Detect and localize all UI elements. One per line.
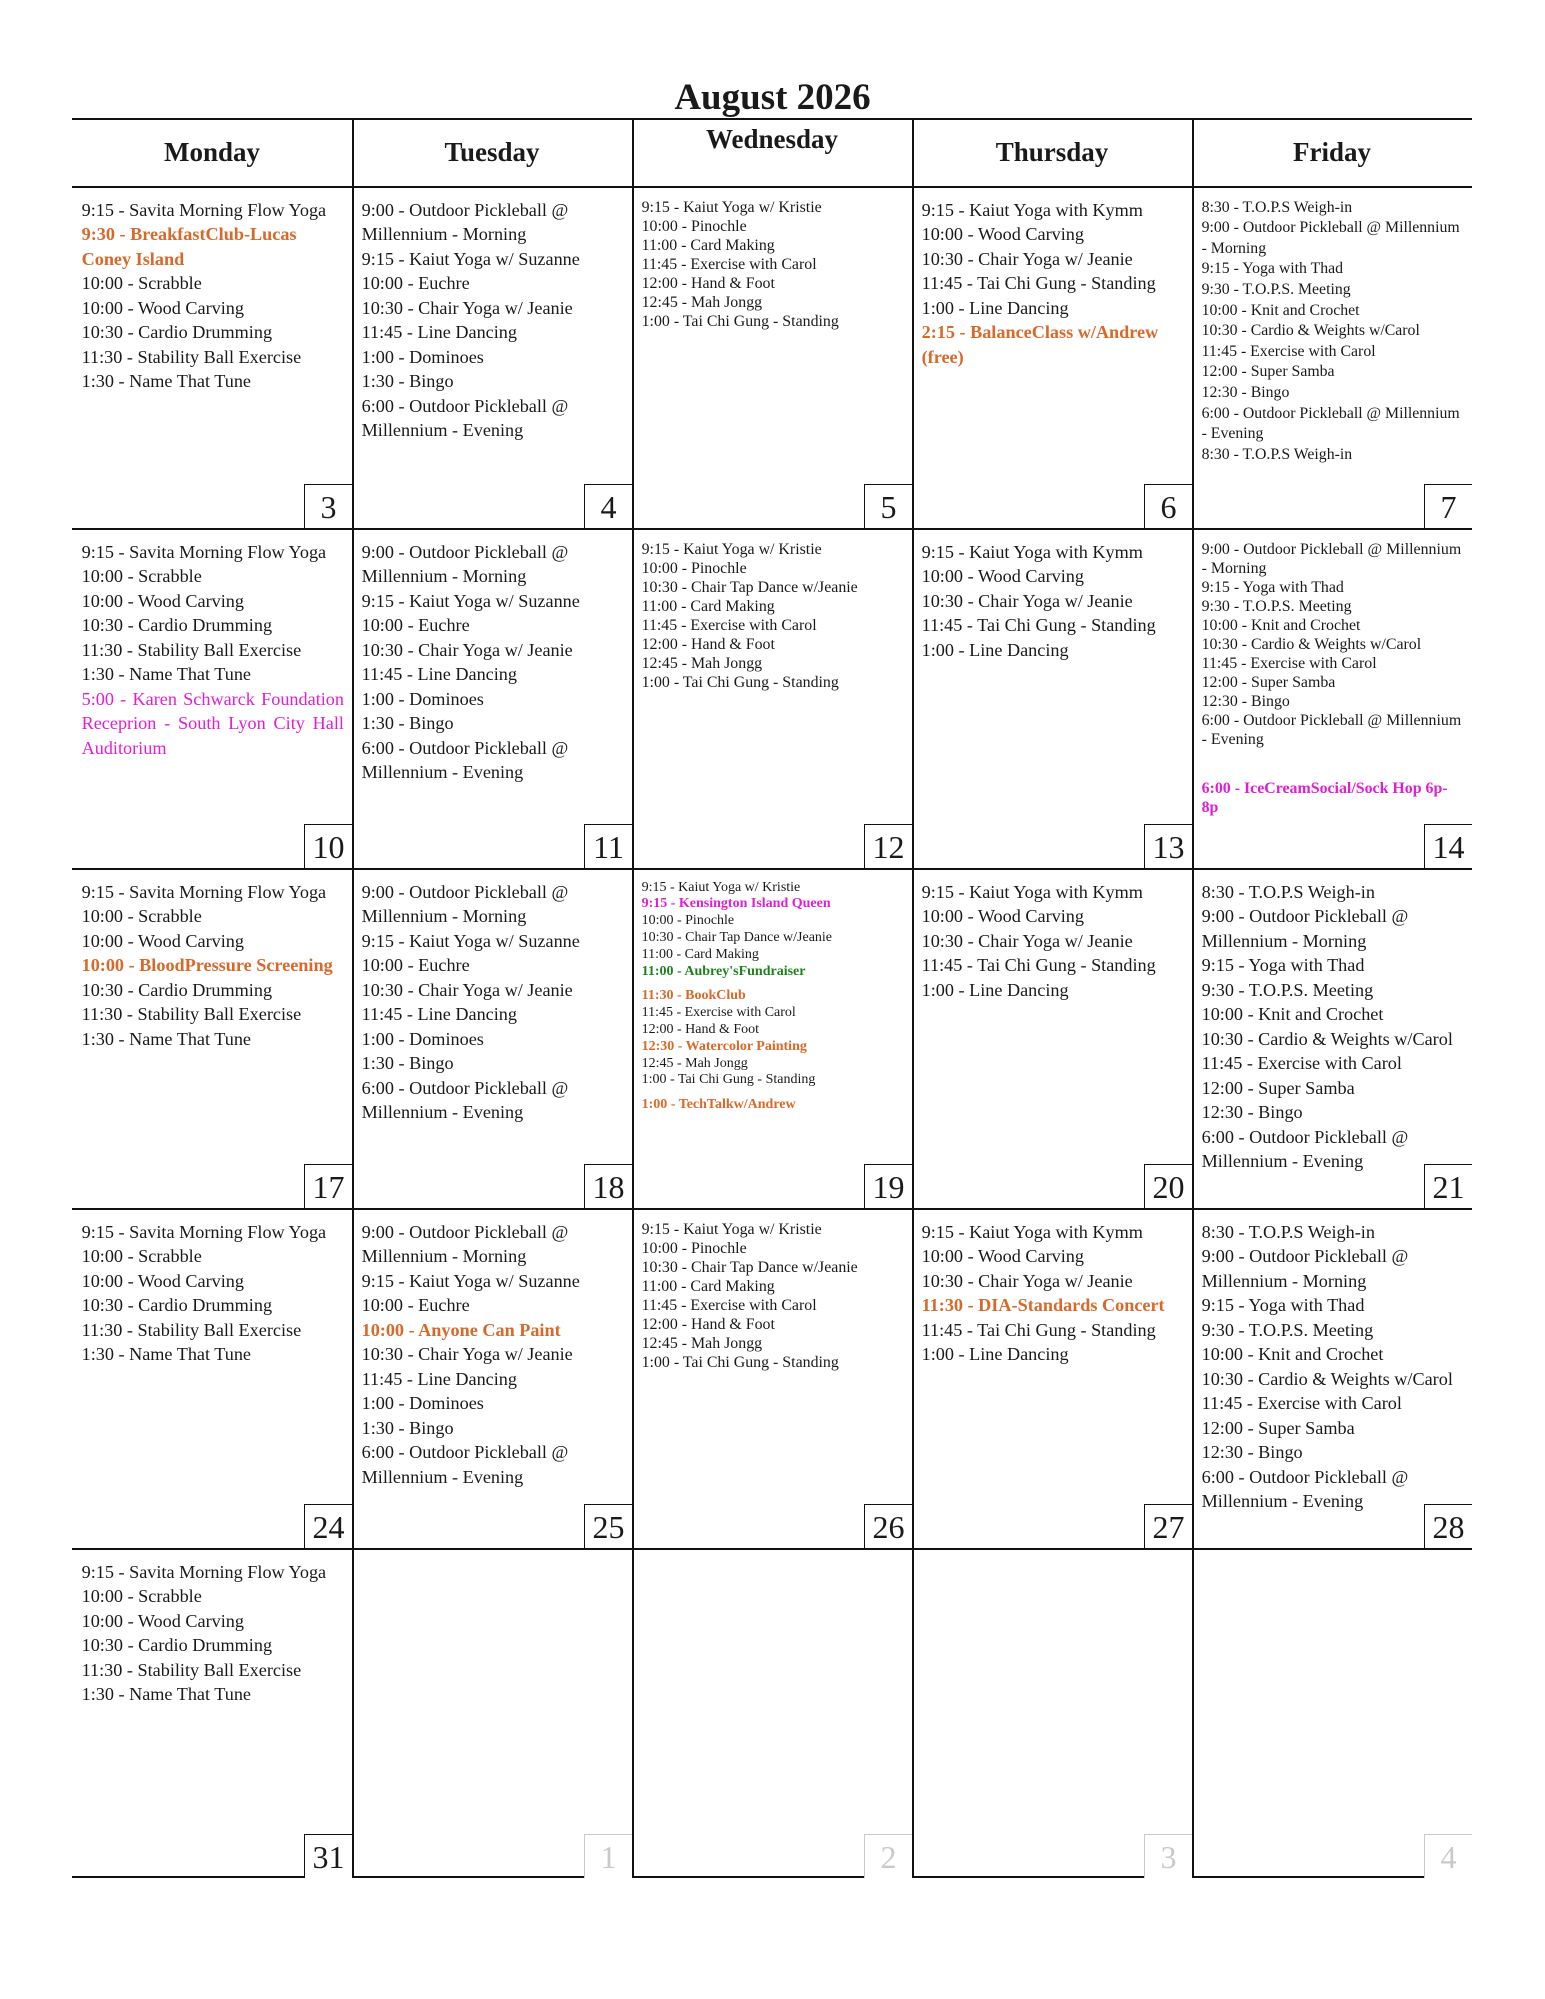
event-item[interactable]: 10:30 - Chair Tap Dance w/Jeanie: [641, 1258, 858, 1276]
day-number: 2: [864, 1834, 912, 1878]
day-number: 6: [1144, 484, 1192, 528]
event-item[interactable]: 11:00 - Card Making: [641, 1277, 775, 1295]
day-number: 24: [304, 1504, 352, 1548]
event-item[interactable]: 10:30 - Chair Tap Dance w/Jeanie: [641, 578, 858, 596]
day-number: 4: [584, 484, 632, 528]
event-item[interactable]: 1:00 - Tai Chi Gung - Standing: [641, 312, 839, 330]
event-item[interactable]: 1:30 - Name That Tune: [81, 1684, 251, 1705]
event-item[interactable]: 6:00 - Outdoor Pickleball @ Millennium - Evening: [1201, 404, 1460, 443]
day-number: 10: [304, 824, 352, 868]
event-list: [362, 540, 624, 785]
event-list: [1202, 1220, 1464, 1514]
event-item[interactable]: 12:00 - Hand & Foot: [641, 274, 775, 292]
event-item[interactable]: 11:45 - Exercise with Carol: [641, 1296, 817, 1314]
day-cell[interactable]: [1194, 1550, 1472, 1878]
event-list: [922, 1220, 1184, 1367]
event-item-highlight[interactable]: 10:30 - Cardio Drumming: [81, 615, 273, 636]
day-cell[interactable]: [74, 1550, 352, 1878]
event-item[interactable]: 8:30 - T.O.P.S Weigh-in: [1201, 198, 1353, 216]
day-number: 12: [864, 824, 912, 868]
event-item-highlight[interactable]: 11:30 - DIA-Standards Concert: [921, 1295, 1165, 1316]
event-item[interactable]: 10:00 - Scrabble: [81, 566, 202, 587]
calendar-grid: [72, 118, 1472, 1878]
event-item-highlight[interactable]: 2:15 - BalanceClass w/Andrew (free): [921, 322, 1159, 367]
event-item[interactable]: 9:00 - Outdoor Pickleball @ Millennium - Morning: [361, 1221, 569, 1267]
event-item[interactable]: 10:00 - Wood Carving: [81, 1610, 244, 1631]
event-item[interactable]: 10:30 - Chair Yoga w/ Jeanie: [361, 1344, 573, 1365]
event-item[interactable]: 11:30 - Stability Ball Exercise: [81, 346, 302, 367]
event-item[interactable]: 10:30 - Chair Yoga w/ Jeanie: [921, 248, 1133, 269]
day-cell[interactable]: [1194, 870, 1472, 1208]
event-list: [362, 198, 624, 443]
event-item[interactable]: 1:00 - Tai Chi Gung - Standing: [641, 673, 839, 691]
event-item[interactable]: 9:15 - Kaiut Yoga w/ Suzanne: [361, 248, 580, 269]
day-cell[interactable]: [354, 188, 632, 528]
event-item[interactable]: 10:30 - Cardio & Weights w/Carol: [1201, 1368, 1453, 1389]
event-item-highlight[interactable]: 9:15 - Savita Morning Flow Yoga: [81, 541, 327, 562]
event-item[interactable]: 8:30 - T.O.P.S Weigh-in: [1201, 881, 1375, 902]
event-item[interactable]: 12:45 - Mah Jongg: [641, 293, 763, 311]
event-item[interactable]: 11:45 - Exercise with Carol: [1201, 654, 1377, 672]
event-item[interactable]: 10:00 - Wood Carving: [921, 566, 1084, 587]
event-item[interactable]: 9:15 - Kaiut Yoga with Kymm: [921, 881, 1143, 902]
event-item[interactable]: 1:30 - Name That Tune: [81, 1344, 251, 1365]
event-list: [922, 540, 1184, 663]
event-item[interactable]: 12:00 - Hand & Foot: [641, 635, 775, 653]
event-item[interactable]: 9:15 - Kaiut Yoga with Kymm: [921, 541, 1143, 562]
event-item[interactable]: 10:00 - Knit and Crochet: [1201, 301, 1360, 319]
event-item[interactable]: 10:30 - Cardio & Weights w/Carol: [1201, 1028, 1453, 1049]
event-item[interactable]: 9:00 - Outdoor Pickleball @ Millennium - Morning: [1201, 906, 1409, 951]
event-item[interactable]: 12:00 - Hand & Foot: [641, 1021, 760, 1037]
day-number: 5: [864, 484, 912, 528]
event-item[interactable]: 1:00 - Dominoes: [361, 346, 484, 367]
event-item[interactable]: 10:00 - Wood Carving: [921, 224, 1084, 245]
event-item[interactable]: 1:30 - Name That Tune: [81, 371, 251, 392]
weekday-header-monday: Monday: [163, 136, 261, 167]
event-item[interactable]: 10:00 - Wood Carving: [81, 930, 244, 951]
event-item[interactable]: 12:30 - Bingo: [1201, 692, 1290, 710]
event-item[interactable]: 11:30 - Stability Ball Exercise: [81, 1319, 302, 1340]
event-item[interactable]: 9:30 - T.O.P.S. Meeting: [1201, 979, 1374, 1000]
event-list: [922, 880, 1184, 1003]
event-item[interactable]: 12:00 - Super Samba: [1201, 363, 1335, 381]
event-item[interactable]: 10:30 - Chair Yoga w/ Jeanie: [361, 297, 573, 318]
calendar-title: August 2026: [674, 77, 871, 118]
event-list: [362, 1220, 624, 1490]
day-number: 13: [1144, 824, 1192, 868]
day-number: 14: [1424, 824, 1472, 868]
event-item[interactable]: 9:15 - Kaiut Yoga w/ Kristie: [641, 1220, 822, 1238]
event-item[interactable]: 12:30 - Bingo: [1201, 383, 1290, 401]
event-item[interactable]: 10:00 - Knit and Crochet: [1201, 1344, 1384, 1365]
event-item[interactable]: 10:00 - Wood Carving: [81, 590, 244, 611]
event-item[interactable]: 12:00 - Hand & Foot: [641, 1315, 775, 1333]
event-item[interactable]: 12:00 - Super Samba: [1201, 1417, 1355, 1438]
event-spacer: [1202, 749, 1464, 779]
day-cell[interactable]: [914, 870, 1192, 1208]
event-item[interactable]: 9:30 - T.O.P.S. Meeting: [1201, 597, 1352, 615]
event-item[interactable]: 10:30 - Cardio Drumming: [81, 979, 273, 1000]
day-cell[interactable]: [74, 530, 352, 868]
day-cell[interactable]: [354, 870, 632, 1208]
event-item[interactable]: 8:30 - T.O.P.S Weigh-in: [1201, 1221, 1375, 1242]
event-item[interactable]: 10:00 - Pinochle: [641, 913, 735, 929]
event-item[interactable]: 9:15 - Kaiut Yoga w/ Kristie: [641, 879, 801, 895]
event-list: [1202, 540, 1464, 817]
event-item-highlight[interactable]: 5:00 - Karen Schwarck Foundation Receprion - South Lyon City Hall Auditorium: [81, 688, 344, 758]
event-list: [1202, 880, 1464, 1174]
day-cell[interactable]: [914, 530, 1192, 868]
event-item[interactable]: 11:30 - Stability Ball Exercise: [81, 1659, 302, 1680]
event-item[interactable]: 12:00 - Super Samba: [1201, 1077, 1355, 1098]
event-list: [922, 198, 1184, 370]
day-number: 4: [1424, 1834, 1472, 1878]
event-item-highlight[interactable]: 11:30 - BookClub: [641, 988, 746, 1004]
event-item[interactable]: 11:45 - Tai Chi Gung - Standing: [921, 273, 1156, 294]
event-item[interactable]: 10:00 - Euchre: [361, 273, 470, 294]
event-spacer: [642, 980, 904, 988]
day-number: 7: [1424, 484, 1472, 528]
event-item[interactable]: 11:00 - Card Making: [641, 597, 775, 615]
event-item[interactable]: 11:45 - Exercise with Carol: [641, 616, 817, 634]
event-item[interactable]: 12:45 - Mah Jongg: [641, 1055, 748, 1071]
day-number: 21: [1424, 1164, 1472, 1208]
event-list: [362, 880, 624, 1125]
event-item[interactable]: 10:30 - Cardio & Weights w/Carol: [1201, 635, 1422, 653]
day-number: 20: [1144, 1164, 1192, 1208]
weekday-header-wednesday: Wednesday: [705, 124, 839, 154]
day-cell[interactable]: [74, 870, 352, 1208]
event-item[interactable]: 9:00 - Outdoor Pickleball @ Millennium - Morning: [361, 881, 569, 927]
event-item[interactable]: 10:30 - Chair Tap Dance w/Jeanie: [641, 929, 833, 945]
event-item[interactable]: 9:15 - Yoga with Thad: [1201, 578, 1344, 596]
event-item[interactable]: 9:00 - Outdoor Pickleball @ Millennium - Morning: [1201, 540, 1462, 577]
event-item[interactable]: 9:15 - Yoga with Thad: [1201, 260, 1344, 278]
event-item[interactable]: 10:30 - Cardio Drumming: [81, 1295, 273, 1316]
event-item[interactable]: 10:00 - Euchre: [361, 955, 470, 976]
day-number: 25: [584, 1504, 632, 1548]
event-item[interactable]: 11:45 - Tai Chi Gung - Standing: [921, 1319, 1156, 1340]
event-item[interactable]: 1:30 - Name That Tune: [81, 1028, 251, 1049]
event-item[interactable]: 6:00 - Outdoor Pickleball @ Millennium - Evening: [361, 395, 569, 441]
day-cell[interactable]: [354, 1550, 632, 1878]
event-item[interactable]: 10:00 - Pinochle: [641, 559, 747, 577]
day-cell[interactable]: [1194, 188, 1472, 528]
day-cell[interactable]: [74, 188, 352, 528]
event-item[interactable]: 9:15 - Kaiut Yoga w/ Suzanne: [361, 1270, 580, 1291]
event-item-highlight[interactable]: 9:30 - BreakfastClub-Lucas Coney Island: [81, 224, 297, 269]
event-item[interactable]: 10:00 - Wood Carving: [81, 1270, 244, 1291]
event-spacer: [642, 1089, 904, 1097]
event-item[interactable]: 1:00 - Dominoes: [361, 1393, 484, 1414]
event-list: [1202, 198, 1464, 466]
event-item[interactable]: 12:30 - Bingo: [1201, 1102, 1303, 1123]
event-item[interactable]: 1:00 - Dominoes: [361, 688, 484, 709]
event-item[interactable]: 1:00 - Dominoes: [361, 1028, 484, 1049]
event-item[interactable]: 9:15 - Savita Morning Flow Yoga: [81, 1561, 327, 1582]
event-item[interactable]: 1:00 - Tai Chi Gung - Standing: [641, 1353, 839, 1371]
event-list: [642, 540, 904, 692]
event-item[interactable]: 10:00 - Euchre: [361, 1295, 470, 1316]
day-number: 27: [1144, 1504, 1192, 1548]
event-item-highlight[interactable]: 10:00 - Anyone Can Paint: [361, 1319, 561, 1340]
event-item[interactable]: 10:00 - Knit and Crochet: [1201, 1004, 1384, 1025]
event-item[interactable]: 12:30 - Bingo: [1201, 1442, 1303, 1463]
event-item[interactable]: 10:00 - Wood Carving: [921, 906, 1084, 927]
day-cell[interactable]: [914, 1550, 1192, 1878]
event-item-highlight[interactable]: 10:00 - BloodPressure Screening: [81, 955, 333, 976]
event-item[interactable]: 10:30 - Chair Yoga w/ Jeanie: [361, 979, 573, 1000]
event-item[interactable]: 11:45 - Line Dancing: [361, 322, 517, 343]
day-number: 11: [584, 824, 632, 868]
event-item[interactable]: 9:15 - Yoga with Thad: [1201, 955, 1365, 976]
day-number: 28: [1424, 1504, 1472, 1548]
event-list: [642, 880, 904, 1114]
event-item[interactable]: 6:00 - Outdoor Pickleball @ Millennium - Evening: [361, 1077, 569, 1123]
event-item[interactable]: 11:30 - Stability Ball Exercise: [81, 1004, 302, 1025]
day-cell[interactable]: [914, 1210, 1192, 1548]
event-item[interactable]: 9:15 - Savita Morning Flow Yoga: [81, 881, 327, 902]
event-item-highlight[interactable]: 11:00 - Aubrey'sFundraiser: [641, 963, 806, 979]
event-item[interactable]: 9:15 - Kaiut Yoga with Kymm: [921, 1221, 1143, 1242]
event-list: [82, 880, 344, 1052]
event-item[interactable]: 11:45 - Exercise with Carol: [641, 1005, 796, 1021]
event-item-highlight[interactable]: 6:00 - IceCreamSocial/Sock Hop 6p-8p: [1201, 779, 1448, 816]
event-item[interactable]: 9:15 - Savita Morning Flow Yoga: [81, 1221, 327, 1242]
event-item[interactable]: 10:30 - Cardio Drumming: [81, 322, 273, 343]
event-item[interactable]: 10:30 - Chair Yoga w/ Jeanie: [921, 590, 1133, 611]
event-item[interactable]: 9:00 - Outdoor Pickleball @ Millennium - Morning: [1201, 219, 1460, 257]
event-item[interactable]: 9:30 - T.O.P.S. Meeting: [1201, 280, 1351, 298]
event-item[interactable]: 9:00 - Outdoor Pickleball @ Millennium - Morning: [1201, 1246, 1409, 1291]
event-item-highlight[interactable]: 12:30 - Watercolor Painting: [641, 1038, 807, 1054]
event-item[interactable]: 9:15 - Kaiut Yoga w/ Suzanne: [361, 930, 580, 951]
event-item[interactable]: 11:45 - Exercise with Carol: [1201, 342, 1376, 360]
event-item[interactable]: 9:15 - Kaiut Yoga w/ Suzanne: [361, 590, 580, 611]
event-item[interactable]: 10:00 - Scrabble: [81, 273, 202, 294]
event-item[interactable]: 10:30 - Cardio & Weights w/Carol: [1201, 322, 1420, 340]
event-item[interactable]: 10:30 - Cardio Drumming: [81, 1635, 273, 1656]
event-item[interactable]: 1:30 - Name That Tune: [81, 664, 251, 685]
weekday-header-friday: Friday: [1293, 136, 1371, 167]
event-item[interactable]: 11:45 - Exercise with Carol: [641, 255, 817, 273]
event-item[interactable]: 9:15 - Savita Morning Flow Yoga: [81, 199, 327, 220]
event-item[interactable]: 9:15 - Kaiut Yoga w/ Kristie: [641, 198, 822, 216]
day-number: 3: [304, 484, 352, 528]
event-item-highlight[interactable]: 9:15 - Kensington Island Queen: [641, 896, 831, 912]
event-item[interactable]: 11:30 - Stability Ball Exercise: [81, 639, 302, 660]
event-item[interactable]: 11:00 - Card Making: [641, 236, 775, 254]
event-item[interactable]: 10:00 - Pinochle: [641, 1239, 747, 1257]
day-cell[interactable]: [634, 870, 912, 1208]
event-item[interactable]: 1:30 - Bingo: [361, 713, 454, 734]
event-item[interactable]: 12:00 - Super Samba: [1201, 673, 1336, 691]
day-number: 26: [864, 1504, 912, 1548]
event-item[interactable]: 9:15 - Kaiut Yoga w/ Kristie: [641, 540, 822, 558]
event-item[interactable]: 9:30 - T.O.P.S. Meeting: [1201, 1319, 1374, 1340]
event-item[interactable]: 1:30 - Bingo: [361, 1417, 454, 1438]
event-item[interactable]: 6:00 - Outdoor Pickleball @ Millennium - Evening: [1201, 711, 1462, 748]
day-cell[interactable]: [634, 1210, 912, 1548]
event-item[interactable]: 1:30 - Bingo: [361, 371, 454, 392]
event-item[interactable]: 11:45 - Tai Chi Gung - Standing: [921, 955, 1156, 976]
event-item-highlight[interactable]: 1:00 - TechTalkw/Andrew: [641, 1097, 796, 1113]
event-item[interactable]: 9:15 - Kaiut Yoga with Kymm: [921, 199, 1143, 220]
event-item[interactable]: 6:00 - Outdoor Pickleball @ Millennium - Evening: [1201, 1126, 1409, 1172]
event-list: [82, 198, 344, 394]
day-number: 3: [1144, 1834, 1192, 1878]
day-number: 18: [584, 1164, 632, 1208]
day-number: 1: [584, 1834, 632, 1878]
event-item[interactable]: 10:00 - Scrabble: [81, 1246, 202, 1267]
event-item[interactable]: 1:30 - Bingo: [361, 1053, 454, 1074]
event-item[interactable]: 10:00 - Scrabble: [81, 906, 202, 927]
event-list: [642, 198, 904, 331]
day-cell[interactable]: [354, 1210, 632, 1548]
day-cell[interactable]: [354, 530, 632, 868]
event-item[interactable]: 10:00 - Euchre: [361, 615, 470, 636]
weekday-header-thursday: Thursday: [995, 136, 1109, 167]
day-cell[interactable]: [1194, 530, 1472, 868]
event-item[interactable]: 11:45 - Line Dancing: [361, 1368, 517, 1389]
event-item[interactable]: 10:00 - Wood Carving: [81, 297, 244, 318]
event-item[interactable]: 10:30 - Chair Yoga w/ Jeanie: [361, 639, 573, 660]
day-cell[interactable]: [634, 530, 912, 868]
event-item[interactable]: 11:45 - Exercise with Carol: [1201, 1393, 1402, 1414]
event-item[interactable]: 8:30 - T.O.P.S Weigh-in: [1201, 445, 1353, 463]
event-item[interactable]: 10:00 - Wood Carving: [921, 1246, 1084, 1267]
event-item[interactable]: 12:45 - Mah Jongg: [641, 654, 763, 672]
event-item[interactable]: 10:30 - Chair Yoga w/ Jeanie: [921, 930, 1133, 951]
event-item[interactable]: 11:00 - Card Making: [641, 946, 759, 962]
event-item[interactable]: 1:00 - Line Dancing: [921, 297, 1069, 318]
event-item[interactable]: 1:00 - Line Dancing: [921, 1344, 1069, 1365]
event-item[interactable]: 1:00 - Tai Chi Gung - Standing: [641, 1072, 816, 1088]
event-item[interactable]: 11:45 - Line Dancing: [361, 1004, 517, 1025]
event-item[interactable]: 6:00 - Outdoor Pickleball @ Millennium - Evening: [361, 1442, 569, 1487]
event-item[interactable]: 10:00 - Pinochle: [641, 217, 747, 235]
event-item[interactable]: 1:00 - Line Dancing: [921, 639, 1069, 660]
weekday-header-tuesday: Tuesday: [444, 136, 540, 167]
event-item[interactable]: 1:00 - Line Dancing: [921, 979, 1069, 1000]
event-item[interactable]: 6:00 - Outdoor Pickleball @ Millennium - Evening: [1201, 1466, 1409, 1512]
event-list: [82, 540, 344, 761]
event-item[interactable]: 10:00 - Scrabble: [81, 1586, 202, 1607]
event-item[interactable]: 11:45 - Tai Chi Gung - Standing: [921, 615, 1156, 636]
event-item[interactable]: 6:00 - Outdoor Pickleball @ Millennium - Evening: [361, 737, 569, 783]
event-item[interactable]: 9:00 - Outdoor Pickleball @ Millennium - Morning: [361, 199, 569, 245]
day-cell[interactable]: [74, 1210, 352, 1548]
event-item[interactable]: 12:45 - Mah Jongg: [641, 1334, 763, 1352]
day-number: 19: [864, 1164, 912, 1208]
event-list: [642, 1220, 904, 1372]
day-cell[interactable]: [634, 1550, 912, 1878]
day-cell[interactable]: [914, 188, 1192, 528]
event-list: [82, 1560, 344, 1707]
event-item[interactable]: 9:15 - Yoga with Thad: [1201, 1295, 1365, 1316]
event-list: [82, 1220, 344, 1367]
day-number: 17: [304, 1164, 352, 1208]
event-item[interactable]: 10:30 - Chair Yoga w/ Jeanie: [921, 1270, 1133, 1291]
event-item[interactable]: 10:00 - Knit and Crochet: [1201, 616, 1361, 634]
event-item[interactable]: 9:00 - Outdoor Pickleball @ Millennium - Morning: [361, 541, 569, 587]
day-number: 31: [304, 1834, 352, 1878]
event-item[interactable]: 11:45 - Exercise with Carol: [1201, 1053, 1402, 1074]
event-item[interactable]: 11:45 - Line Dancing: [361, 664, 517, 685]
day-cell[interactable]: [1194, 1210, 1472, 1548]
day-cell[interactable]: [634, 188, 912, 528]
